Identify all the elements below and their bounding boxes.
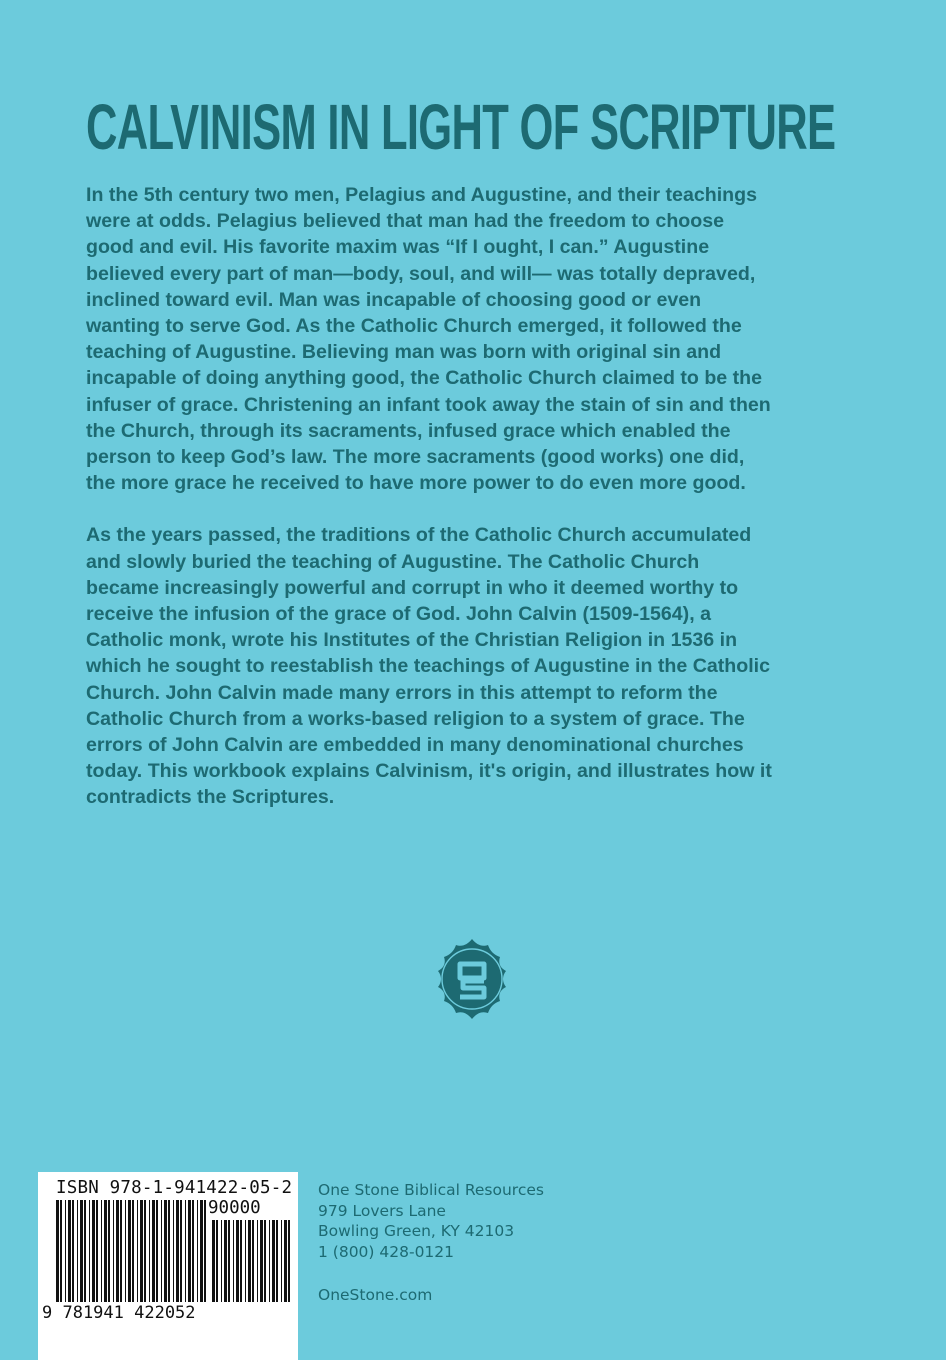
barcode-digits: 9 781941 422052 [42, 1303, 196, 1323]
text-line: Catholic Church from a works-based religion to a system of grace. The [86, 707, 745, 730]
barcode-bar [204, 1200, 206, 1302]
text-line: became increasingly powerful and corrupt in who it deemed worthy to [86, 576, 739, 599]
barcode-bar [240, 1220, 242, 1302]
barcode-bar [120, 1200, 122, 1302]
barcode-bar [77, 1200, 78, 1302]
publisher-website[interactable]: OneStone.com [318, 1286, 433, 1304]
text-line: contradicts the Scriptures. [86, 786, 335, 809]
barcode-bar [72, 1200, 74, 1302]
text-line: infuser of grace. Christening an infant took away the stain of sin and then [86, 393, 771, 416]
barcode-bar [68, 1200, 71, 1302]
barcode-bar [245, 1220, 246, 1302]
barcode-bar [125, 1200, 126, 1302]
paragraph-2 [86, 522, 866, 810]
text-line: Catholic monk, wrote his Institutes of the Christian Religion in 1536 in [86, 629, 738, 652]
barcode-bar [252, 1220, 254, 1302]
text-line: incapable of doing anything good, the Catholic Church claimed to be the [86, 367, 763, 390]
text-line: receive the infusion of the grace of God. John Calvin (1509-1564), a [86, 603, 711, 626]
book-title: CALVINISM IN LIGHT OF SCRIPTURE [86, 91, 836, 163]
barcode-bar [137, 1200, 138, 1302]
barcode-bar [212, 1220, 215, 1302]
text-line: and slowly buried the teaching of Augustine. The Catholic Church [86, 550, 700, 573]
barcode-bar [288, 1220, 290, 1302]
barcode-bars [38, 1172, 298, 1360]
barcode-bar [221, 1220, 222, 1302]
barcode-bar [228, 1220, 230, 1302]
barcode-bar [152, 1200, 155, 1302]
barcode-bar [281, 1220, 282, 1302]
barcode-bar [164, 1200, 167, 1302]
barcode-bar [140, 1200, 143, 1302]
barcode-bar [269, 1220, 270, 1302]
isbn-number: ISBN 978-1-941422-05-2 [56, 1178, 293, 1198]
barcode-bar [65, 1200, 66, 1302]
barcode-bar [56, 1200, 59, 1302]
barcode-bar [233, 1220, 234, 1302]
barcode-bar [113, 1200, 114, 1302]
barcode-bar [257, 1220, 258, 1302]
publisher-phone: 1 (800) 428-0121 [318, 1242, 455, 1261]
barcode-bar [132, 1200, 134, 1302]
text-line: believed every part of man—body, soul, and will— was totally depraved, [86, 262, 756, 285]
price-code: 90000 [208, 1198, 261, 1218]
barcode-label [38, 1172, 298, 1360]
publisher-name: One Stone Biblical Resources [318, 1181, 544, 1199]
barcode-bar [80, 1200, 83, 1302]
barcode-bar [101, 1200, 102, 1302]
text-line: today. This workbook explains Calvinism, it's origin, and illustrates how it [86, 760, 772, 783]
barcode-bar [92, 1200, 95, 1302]
text-line: the Church, through its sacraments, infused grace which enabled the [86, 419, 731, 442]
barcode-bar [236, 1220, 239, 1302]
barcode-bar [173, 1200, 174, 1302]
text-line: In the 5th century two men, Pelagius and Augustine, and their teachings [86, 184, 757, 206]
barcode-bar [176, 1200, 179, 1302]
barcode-bar [192, 1200, 194, 1302]
barcode-bar [180, 1200, 182, 1302]
description [86, 182, 866, 837]
text-line: good and evil. His favorite maxim was “If I ought, I can.” Augustine [86, 236, 710, 259]
barcode-bar [144, 1200, 146, 1302]
barcode-bar [216, 1220, 218, 1302]
publisher-street: 979 Lovers Lane [318, 1201, 446, 1220]
barcode-bar [96, 1200, 98, 1302]
text-line: which he sought to reestablish the teachings of Augustine in the Catholic [86, 655, 771, 678]
barcode-bar [272, 1220, 275, 1302]
barcode-bar [161, 1200, 162, 1302]
text-line: Church. John Calvin made many errors in this attempt to reform the [86, 681, 718, 704]
barcode-bar [84, 1200, 86, 1302]
barcode-bar [248, 1220, 251, 1302]
barcode-bar [276, 1220, 278, 1302]
barcode-bar [185, 1200, 186, 1302]
barcode-bar [108, 1200, 110, 1302]
text-line: were at odds. Pelagius believed that man had the freedom to choose [86, 210, 725, 233]
text-line: inclined toward evil. Man was incapable of choosing good or even [86, 288, 702, 311]
barcode-bar [200, 1200, 203, 1302]
barcode-bar [156, 1200, 158, 1302]
barcode-bar [149, 1200, 150, 1302]
barcode-bar [197, 1200, 198, 1302]
barcode-bar [260, 1220, 263, 1302]
text-line: errors of John Calvin are embedded in many denominational churches [86, 734, 744, 757]
one-stone-logo-icon [430, 937, 514, 1021]
text-line: person to keep God’s law. The more sacraments (good works) one did, [86, 446, 745, 469]
barcode-bar [116, 1200, 119, 1302]
publisher-info [318, 1180, 544, 1262]
paragraph-1 [86, 182, 866, 496]
barcode-bar [104, 1200, 107, 1302]
publisher-city: Bowling Green, KY 42103 [318, 1222, 515, 1240]
text-line: teaching of Augustine. Believing man was born with original sin and [86, 341, 722, 364]
barcode-bar [224, 1220, 227, 1302]
barcode-bar [264, 1220, 266, 1302]
text-line: wanting to serve God. As the Catholic Church emerged, it followed the [86, 315, 742, 338]
barcode-bar [128, 1200, 131, 1302]
barcode-bar [89, 1200, 90, 1302]
barcode-bar [188, 1200, 191, 1302]
barcode-bar [284, 1220, 287, 1302]
barcode-bar [168, 1200, 170, 1302]
text-line: the more grace he received to have more power to do even more good. [86, 472, 746, 495]
text-line: As the years passed, the traditions of the Catholic Church accumulated [86, 524, 752, 547]
barcode-bar [60, 1200, 62, 1302]
